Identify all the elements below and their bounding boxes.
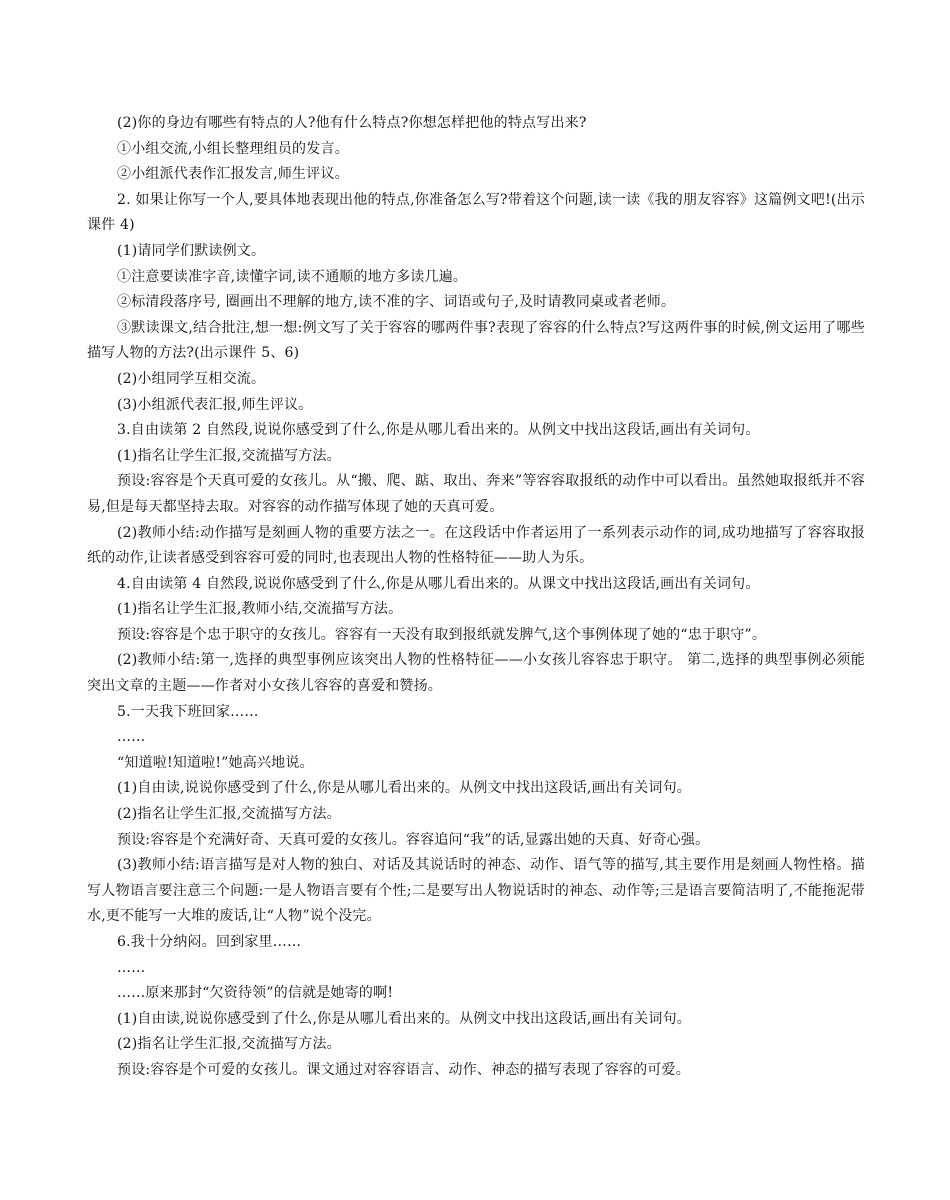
paragraph-mark-paragraphs: ②标清段落序号, 圈画出不理解的地方,读不准的字、词语或句子,及时请教同桌或者老师。	[117, 294, 676, 311]
paragraph-q2-people-around: (2)你的身边有哪些有特点的人?他有什么特点?你想怎样把他的特点写出来?	[117, 115, 587, 131]
paragraph-step-3-summary: (2)教师小结:动作描写是刻画人物的重要方法之一。在这段话中作者运用了一系列表示动作的词,成功地描写了容容取报纸的动作,让读者感受到容容可爱的同时,也表现出人物的性格特征——助人为乐。	[87, 524, 865, 567]
paragraph-step-2-intro: 2. 如果让你写一个人,要具体地表现出他的特点,你准备怎么写?带着这个问题,读一读《我的朋友容容》这篇例文吧!(出示课件 4)	[87, 191, 865, 234]
paragraph-step-5-read: (1)自由读,说说你感受到了什么,你是从哪儿看出来的。从例文中找出这段话,画出有关词句。	[117, 780, 691, 797]
paragraph-group-exchange: ①小组交流,小组长整理组员的发言。	[117, 140, 349, 157]
paragraph-ellipsis: ……	[117, 729, 146, 746]
paragraph-group-rep-report: (3)小组派代表汇报,师生评议。	[117, 396, 313, 413]
paragraph-step-6-preset: 预设:容容是个可爱的女孩儿。课文通过对容容语言、动作、神态的描写表现了容容的可爱。	[117, 1061, 690, 1078]
paragraph-read-with-notes: ③默读课文,结合批注,想一想:例文写了关于容容的哪两件事?表现了容容的什么特点?写这两件事的时候,例文运用了哪些描写人物的方法?(出示课件 5、6)	[87, 319, 865, 362]
paragraph-step-6-quote-end: ……原来那封“欠资待领”的信就是她寄的啊!	[117, 985, 394, 1002]
paragraph-ellipsis: ……	[117, 959, 146, 976]
paragraph-step-5-report: (2)指名让学生汇报,交流描写方法。	[117, 806, 341, 823]
paragraph-step-3: 3.自由读第 2 自然段,说说你感受到了什么,你是从哪儿看出来的。从例文中找出这段话,画出有关词句。	[117, 422, 760, 439]
paragraph-step-5-quote-end: “知道啦!知道啦!”她高兴地说。	[117, 754, 314, 771]
document-body	[87, 111, 865, 1084]
paragraph-step-5-quote-start: 5.一天我下班回家……	[117, 703, 259, 720]
paragraph-step-4-report: (1)指名让学生汇报,教师小结,交流描写方法。	[117, 601, 403, 618]
paragraph-read-accurately: ①注意要读准字音,读懂字词,读不通顺的地方多读几遍。	[117, 268, 468, 285]
paragraph-step-6-quote-start: 6.我十分纳闷。回到家里……	[117, 934, 302, 950]
paragraph-step-5-summary: (3)教师小结:语言描写是对人物的独白、对话及其说话时的神态、动作、语气等的描写,其主要作用是刻画人物性格。描写人物语言要注意三个问题:一是人物语言要有个性;二是要写出人物说话时的神态、动作等;三是语言要简洁明了,不能拖泥带水,更不能写一大堆的废话,让“人物”说个没完。	[87, 857, 865, 925]
paragraph-step-4: 4.自由读第 4 自然段,说说你感受到了什么,你是从哪儿看出来的。从课文中找出这段话,画出有关词句。	[117, 575, 760, 592]
paragraph-step-4-summary: (2)教师小结:第一,选择的典型事例应该突出人物的性格特征——小女孩儿容容忠于职守。 第二,选择的典型事例必须能突出文章的主题——作者对小女孩儿容容的喜爱和赞扬。	[87, 652, 865, 695]
paragraph-step-3-preset: 预设:容容是个天真可爱的女孩儿。从“搬、爬、踮、取出、奔来”等容容取报纸的动作中可以看出。虽然她取报纸并不容易,但是每天都坚持去取。对容容的动作描写体现了她的天真可爱。	[87, 473, 865, 515]
paragraph-step-3-report: (1)指名让学生汇报,交流描写方法。	[117, 447, 341, 464]
paragraph-step-5-preset: 预设:容容是个充满好奇、天真可爱的女孩儿。容容追问“我”的话,显露出她的天真、好奇心强。	[117, 831, 710, 848]
paragraph-step-6-report: (2)指名让学生汇报,交流描写方法。	[117, 1036, 341, 1053]
paragraph-group-discuss: (2)小组同学互相交流。	[117, 370, 266, 387]
paragraph-step-4-preset: 预设:容容是个忠于职守的女孩儿。容容有一天没有取到报纸就发脾气,这个事例体现了她的“忠于职守”。	[117, 626, 767, 643]
paragraph-group-report: ②小组派代表作汇报发言,师生评议。	[117, 166, 349, 183]
paragraph-silent-reading: (1)请同学们默读例文。	[117, 242, 266, 259]
paragraph-step-6-read: (1)自由读,说说你感受到了什么,你是从哪儿看出来的。从例文中找出这段话,画出有关词句。	[117, 1010, 691, 1027]
